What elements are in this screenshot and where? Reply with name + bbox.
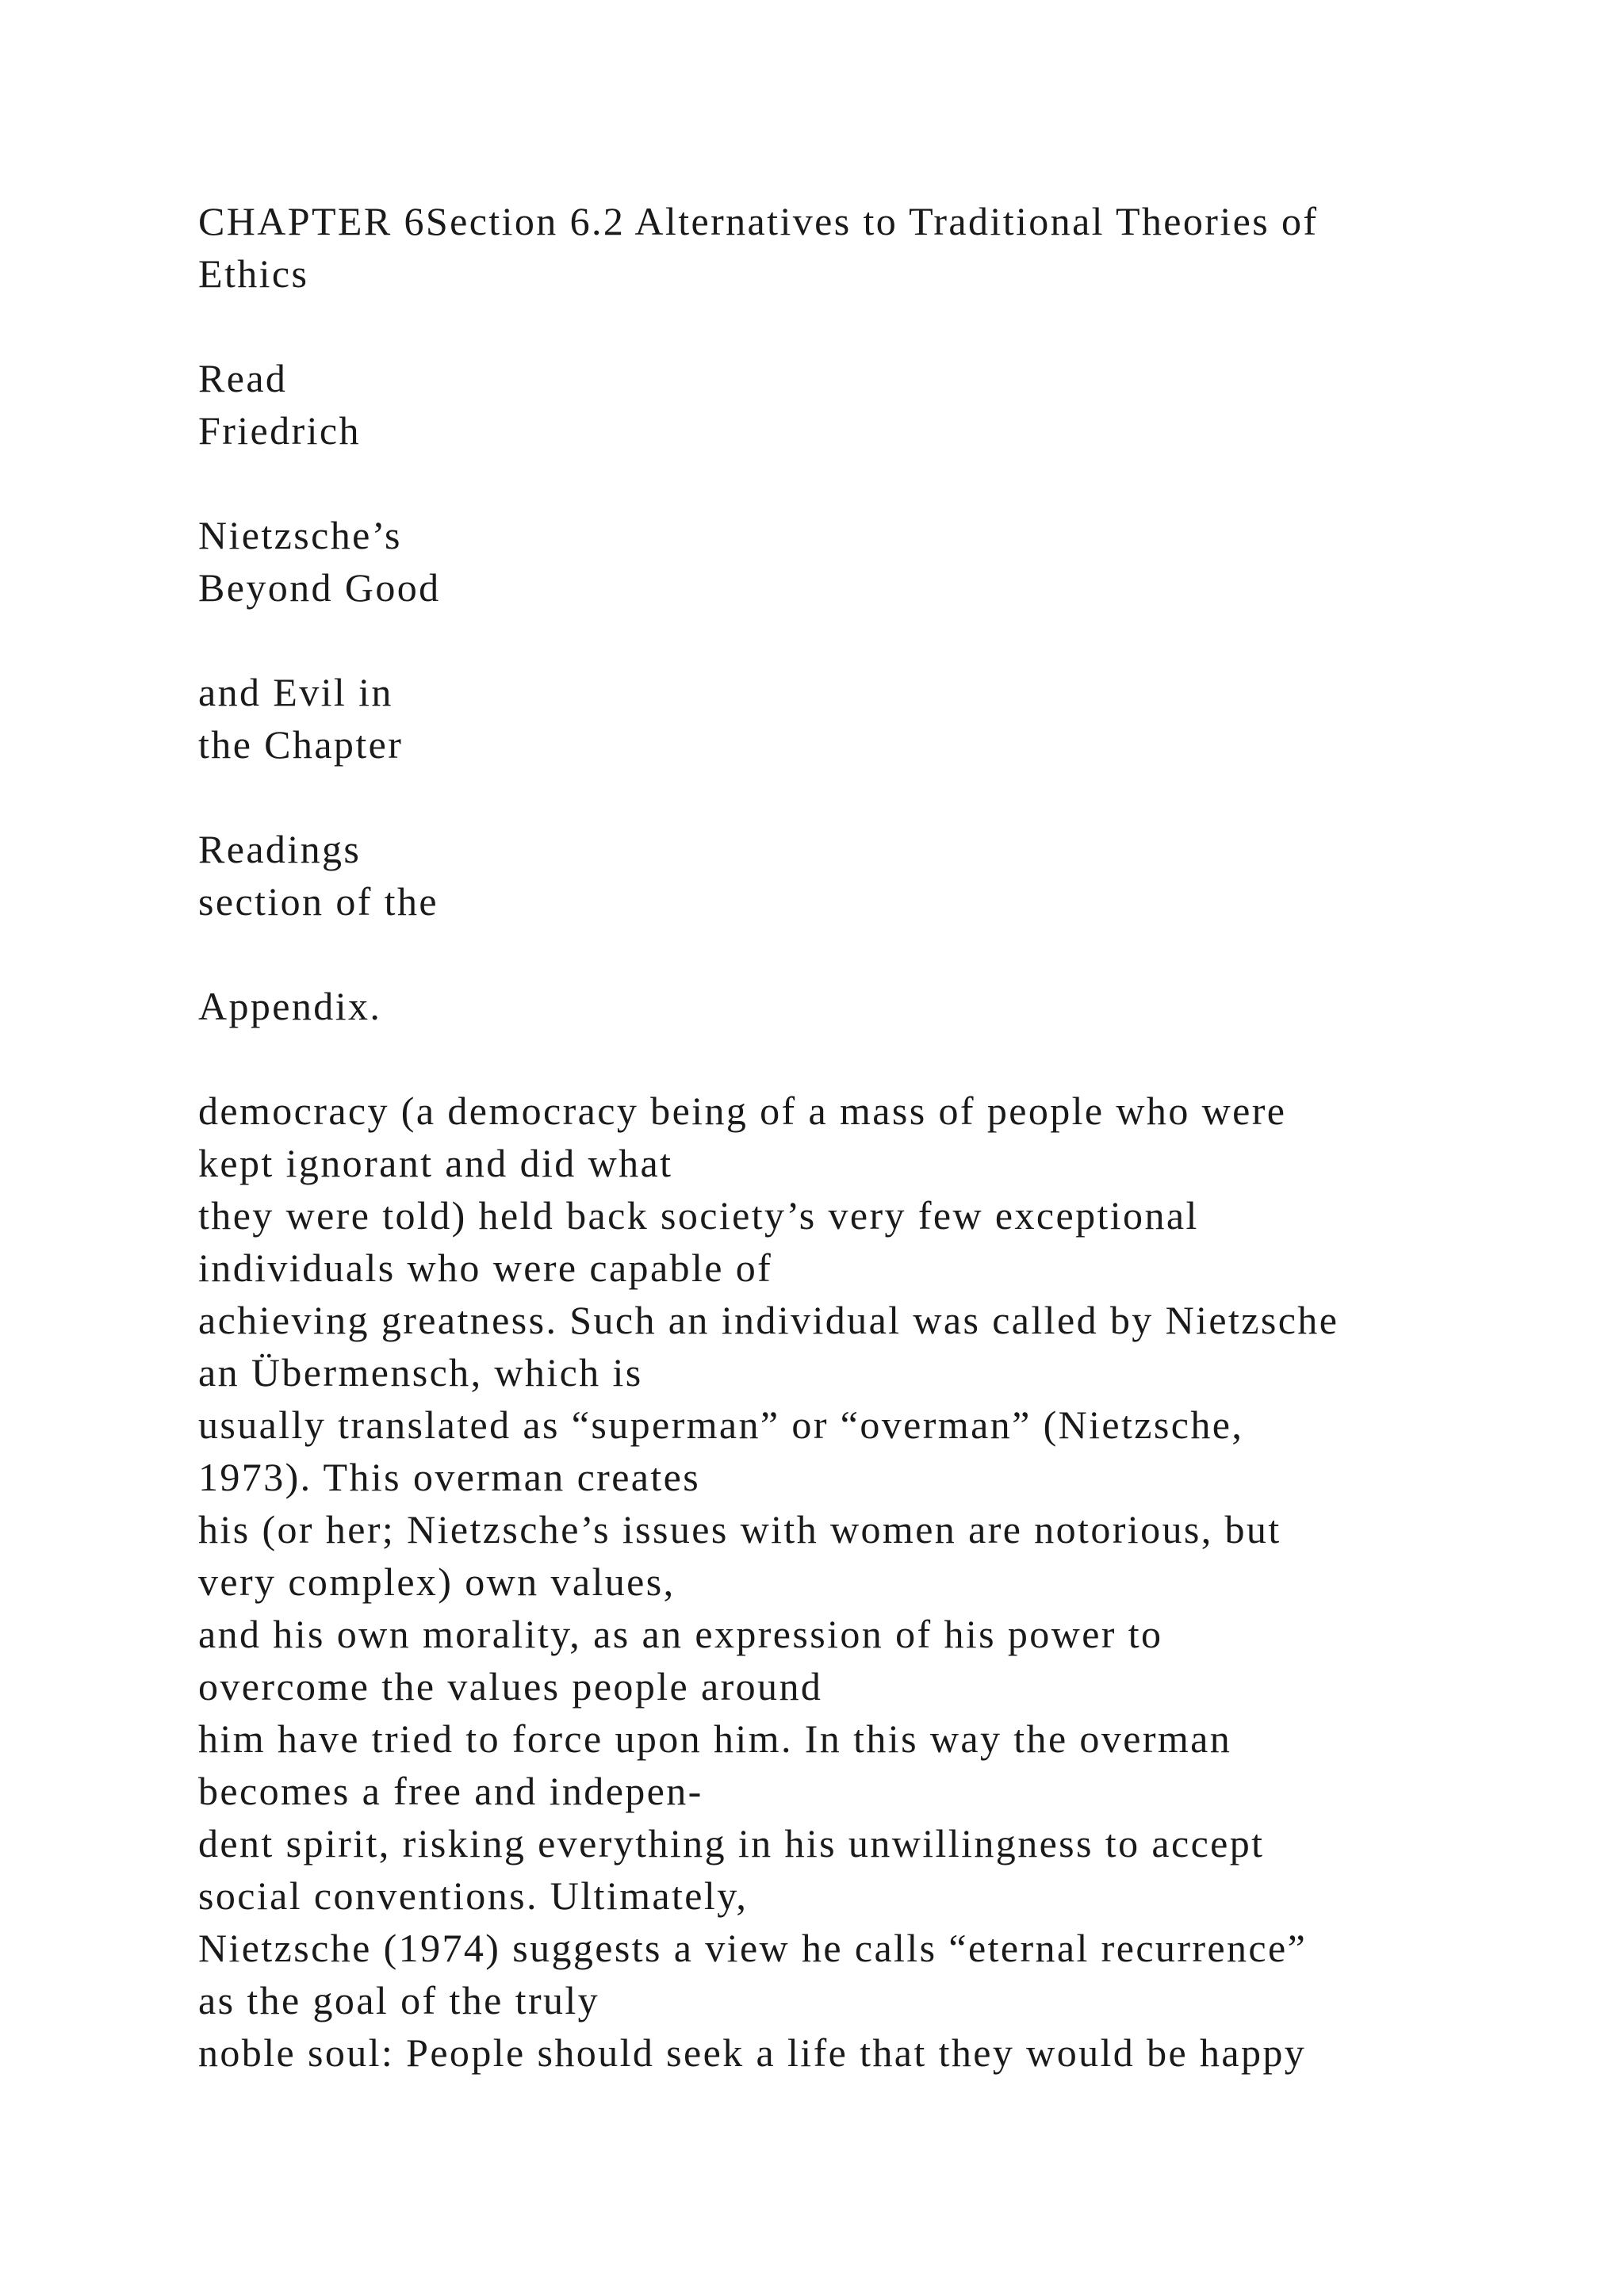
body-text-line: his (or her; Nietzsche’s issues with women are notorious, but (198, 1507, 1281, 1552)
paragraph-gap (198, 300, 1546, 352)
reading-instruction-line: Nietzsche’s (198, 513, 402, 557)
paragraph-gap (198, 771, 1546, 823)
reading-instruction-line: and Evil in (198, 670, 393, 714)
body-text-line: they were told) held back society’s very few exceptional (198, 1193, 1199, 1238)
body-text-line: Nietzsche (1974) suggests a view he calls “eternal recurrence” (198, 1926, 1308, 1970)
body-text-line: and his own morality, as an expression of his power to (198, 1612, 1163, 1656)
reading-instruction-line: Read (198, 356, 288, 400)
paragraph-gap (198, 1032, 1546, 1085)
reading-instruction-line: Beyond Good (198, 565, 441, 610)
reading-instruction-line: the Chapter (198, 722, 404, 767)
reading-instruction-line: section of the (198, 879, 439, 924)
body-text-line: usually translated as “superman” or “overman” (Nietzsche, (198, 1402, 1244, 1447)
body-text-line: becomes a free and indepen- (198, 1769, 703, 1813)
document-text (198, 195, 1546, 2079)
body-text-line: him have tried to force upon him. In this way the overman (198, 1716, 1232, 1761)
body-text-line: kept ignorant and did what (198, 1141, 673, 1185)
chapter-heading-line: Ethics (198, 251, 309, 296)
paragraph-gap (198, 614, 1546, 666)
body-text-line: very complex) own values, (198, 1559, 676, 1604)
body-text-line: social conventions. Ultimately, (198, 1873, 749, 1918)
body-text-line: dent spirit, risking everything in his unwillingness to accept (198, 1821, 1265, 1866)
body-text-line: democracy (a democracy being of a mass of people who were (198, 1089, 1287, 1133)
body-text-line: individuals who were capable of (198, 1246, 773, 1290)
body-text-line: 1973). This overman creates (198, 1455, 701, 1499)
reading-instruction-line: Appendix. (198, 984, 382, 1028)
body-text-line: overcome the values people around (198, 1664, 823, 1709)
body-text-line: achieving greatness. Such an individual was called by Nietzsche (198, 1298, 1339, 1342)
paragraph-gap (198, 928, 1546, 980)
reading-instruction-line: Readings (198, 827, 362, 871)
body-text-line: noble soul: People should seek a life that they would be happy (198, 2030, 1307, 2075)
reading-instruction-line: Friedrich (198, 408, 361, 453)
chapter-heading-line: CHAPTER 6Section 6.2 Alternatives to Traditional Theories of (198, 199, 1319, 243)
body-text-line: as the goal of the truly (198, 1978, 600, 2022)
paragraph-gap (198, 457, 1546, 509)
body-text-line: an Übermensch, which is (198, 1350, 643, 1395)
